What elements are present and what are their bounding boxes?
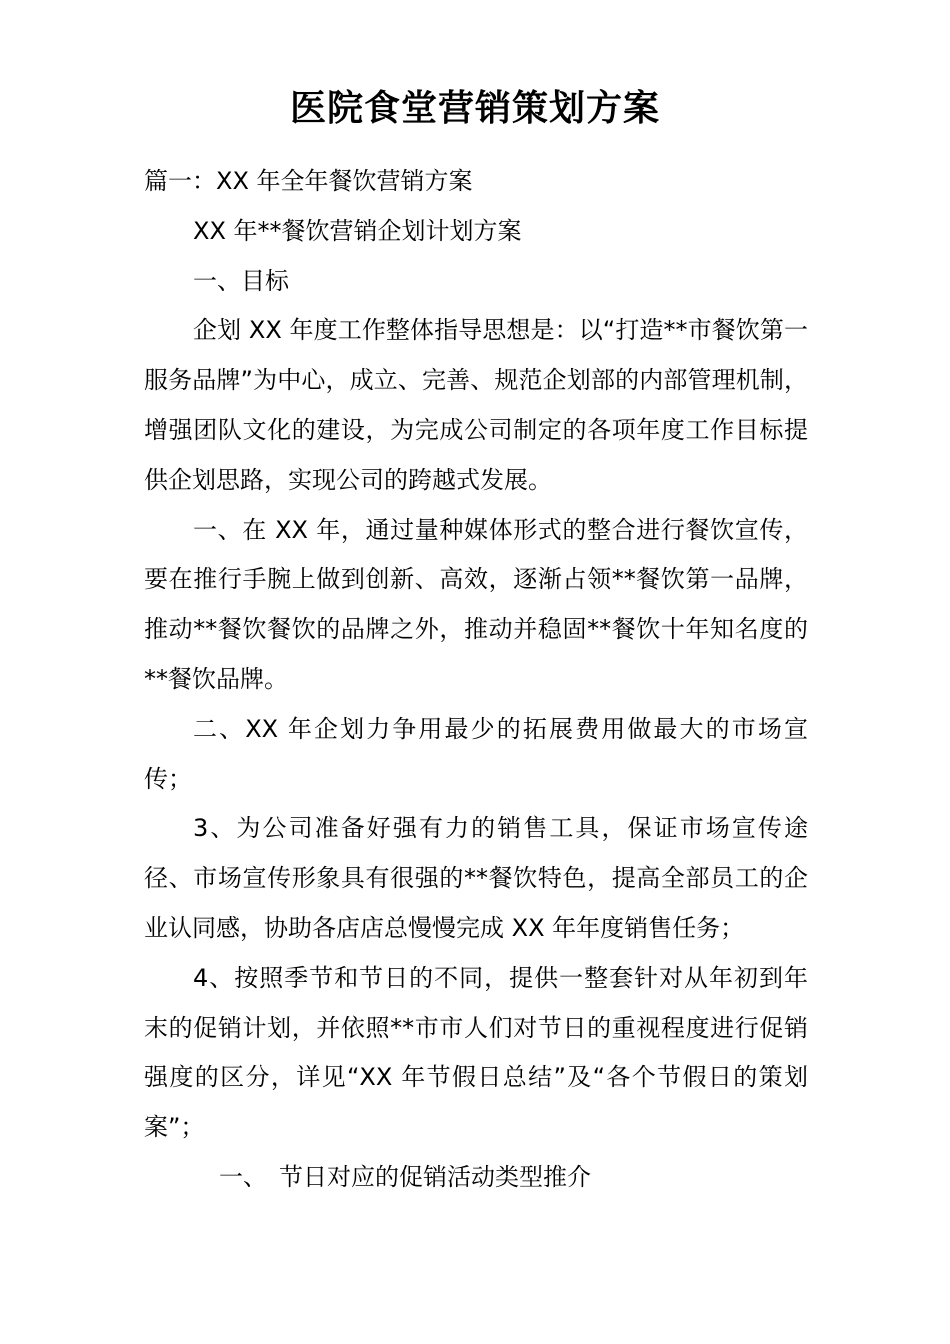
paragraph-item-2: 二、XX 年企划力争用最少的拓展费用做最大的市场宣传； bbox=[144, 714, 808, 793]
heading-goals: 一、目标 bbox=[193, 266, 289, 295]
paragraph-item-3: 3、为公司准备好强有力的销售工具，保证市场宣传途径、市场宣传形象具有很强的**餐饮特色，提高全部员工的企业认同感，协助各店店总慢慢完成 XX 年年度销售任务； bbox=[144, 814, 808, 942]
paragraph-guiding-idea: 企划 XX 年度工作整体指导思想是：以“打造**市餐饮第一服务品牌”为中心，成立、完善、规范企划部的内部管理机制，增强团队文化的建设，为完成公司制定的各项年度工作目标提供企划思路，实现公司的跨越式发展。 bbox=[144, 316, 808, 494]
heading-holiday-promotions: 一、 节日对应的促销活动类型推介 bbox=[219, 1162, 591, 1191]
document-title: 医院食堂营销策划方案 bbox=[289, 87, 660, 129]
document-body bbox=[144, 157, 808, 1203]
paragraph-item-1: 一、在 XX 年，通过量种媒体形式的整合进行餐饮宣传，要在推行手腕上做到创新、高效，逐渐占领**餐饮第一品牌，推动**餐饮餐饮的品牌之外，推动并稳固**餐饮十年知名度的**餐饮品牌。 bbox=[144, 515, 808, 693]
paragraph-item-4: 4、按照季节和节日的不同，提供一整套针对从年初到年末的促销计划，并依照**市市人们对节日的重视程度进行促销强度的区分，详见“XX 年节假日总结”及“各个节假日的策划案”； bbox=[144, 963, 808, 1142]
section-heading-part-one: 篇一：XX 年全年餐饮营销方案 bbox=[144, 167, 473, 195]
plan-subtitle: XX 年**餐饮营销企划计划方案 bbox=[193, 216, 522, 245]
